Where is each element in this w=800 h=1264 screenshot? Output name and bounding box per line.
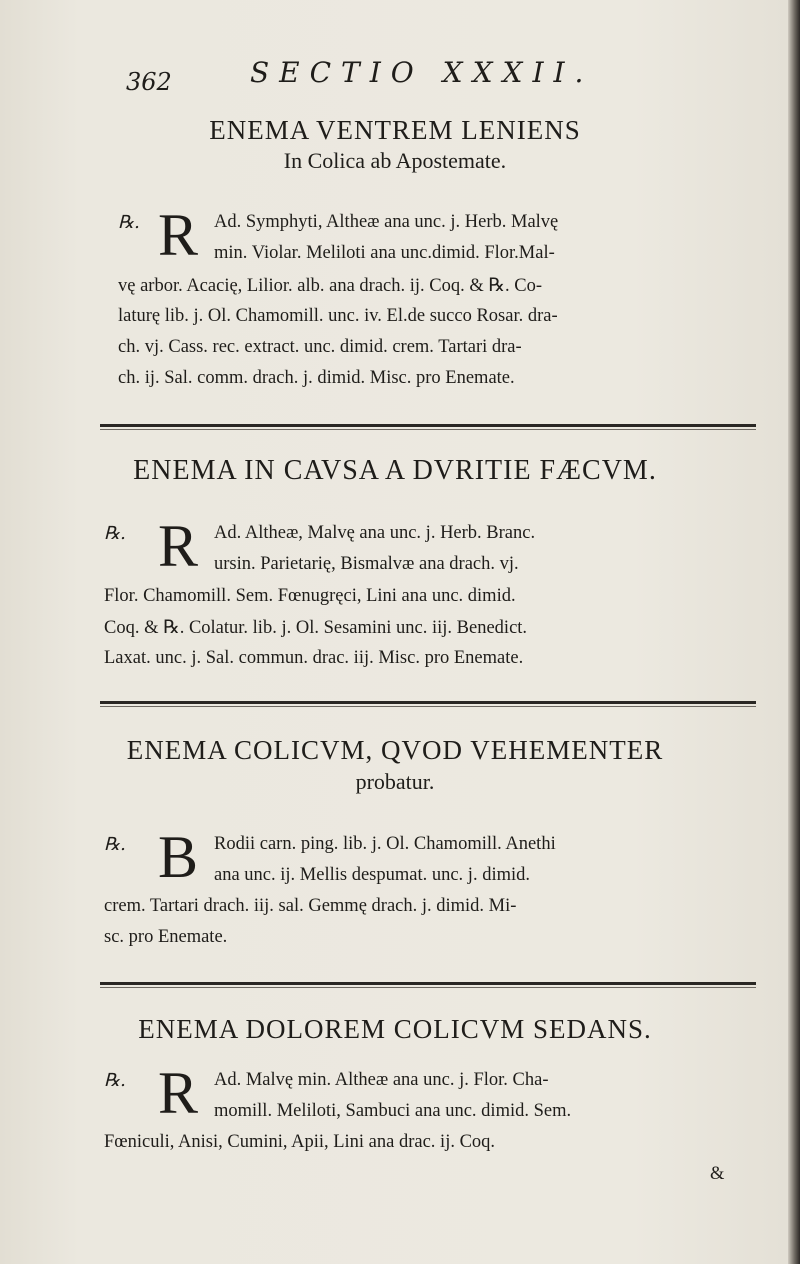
recipe-line: Laxat. unc. j. Sal. commun. drac. iij. Misc. pro Enemate. bbox=[104, 648, 524, 668]
divider-rule bbox=[100, 701, 756, 704]
recipe-symbol: ℞. bbox=[104, 1070, 126, 1091]
divider-rule bbox=[100, 982, 756, 985]
recipe-line: sc. pro Enemate. bbox=[104, 927, 228, 947]
recipe-line: laturę lib. j. Ol. Chamomill. unc. iv. El.de succo Rosar. dra- bbox=[118, 306, 558, 326]
recipe-line: ch. vj. Cass. rec. extract. unc. dimid. crem. Tartari dra- bbox=[118, 337, 522, 357]
recipe-subtitle: probatur. bbox=[355, 769, 435, 794]
recipe-line: min. Violar. Meliloti ana unc.dimid. Flor.Mal- bbox=[214, 243, 555, 263]
recipe-line: Flor. Chamomill. Sem. Fœnugręci, Lini ana unc. dimid. bbox=[104, 586, 516, 606]
drop-cap: R bbox=[158, 1060, 199, 1126]
recipe-line: Coq. & ℞. Colatur. lib. j. Ol. Sesamini unc. iij. Benedict. bbox=[104, 618, 528, 638]
recipe-title: ENEMA IN CAVSA A DVRITIE FÆCVM. bbox=[133, 455, 657, 486]
recipe-symbol: ℞. bbox=[118, 212, 140, 233]
section-heading: SECTIO XXXII. bbox=[250, 56, 594, 89]
recipe-line: Ad. Altheæ, Malvę ana unc. j. Herb. Branc. bbox=[214, 523, 536, 543]
recipe-title: ENEMA DOLOREM COLICVM SEDANS. bbox=[138, 1014, 652, 1044]
recipe-subtitle: In Colica ab Apostemate. bbox=[283, 148, 507, 173]
recipe-symbol: ℞. bbox=[104, 834, 126, 855]
recipe-line: ursin. Parietarię, Bismalvæ ana drach. vj. bbox=[214, 554, 519, 574]
recipe-line: momill. Meliloti, Sambuci ana unc. dimid. Sem. bbox=[214, 1101, 572, 1121]
recipe-line: ana unc. ij. Mellis despumat. unc. j. dimid. bbox=[214, 865, 530, 885]
recipe-line: Ad. Malvę min. Altheæ ana unc. j. Flor. Cha- bbox=[214, 1070, 549, 1090]
drop-cap: R bbox=[158, 202, 199, 268]
page-number: 362 bbox=[126, 68, 172, 96]
recipe-line: vę arbor. Acacię, Lilior. alb. ana drach. ij. Coq. & ℞. Co- bbox=[118, 276, 542, 296]
divider-rule bbox=[100, 424, 756, 427]
recipe-line: Ad. Symphyti, Altheæ ana unc. j. Herb. Malvę bbox=[214, 212, 559, 232]
catchword: & bbox=[710, 1164, 725, 1184]
recipe-line: crem. Tartari drach. iij. sal. Gemmę drach. j. dimid. Mi- bbox=[104, 896, 517, 916]
running-head bbox=[120, 52, 720, 96]
recipe-symbol: ℞. bbox=[104, 523, 126, 544]
drop-cap: R bbox=[158, 513, 199, 579]
book-gutter bbox=[788, 0, 800, 1264]
recipe-line: Fœniculi, Anisi, Cumini, Apii, Lini ana drac. ij. Coq. bbox=[104, 1132, 496, 1152]
recipe-line: Rodii carn. ping. lib. j. Ol. Chamomill. Anethi bbox=[214, 834, 556, 854]
recipe-line: ch. ij. Sal. comm. drach. j. dimid. Misc. pro Enemate. bbox=[118, 368, 515, 388]
recipe-title: ENEMA COLICVM, QVOD VEHEMENTER bbox=[126, 735, 664, 765]
recipe-title: ENEMA VENTREM LENIENS bbox=[209, 115, 581, 145]
drop-cap: B bbox=[158, 824, 199, 890]
